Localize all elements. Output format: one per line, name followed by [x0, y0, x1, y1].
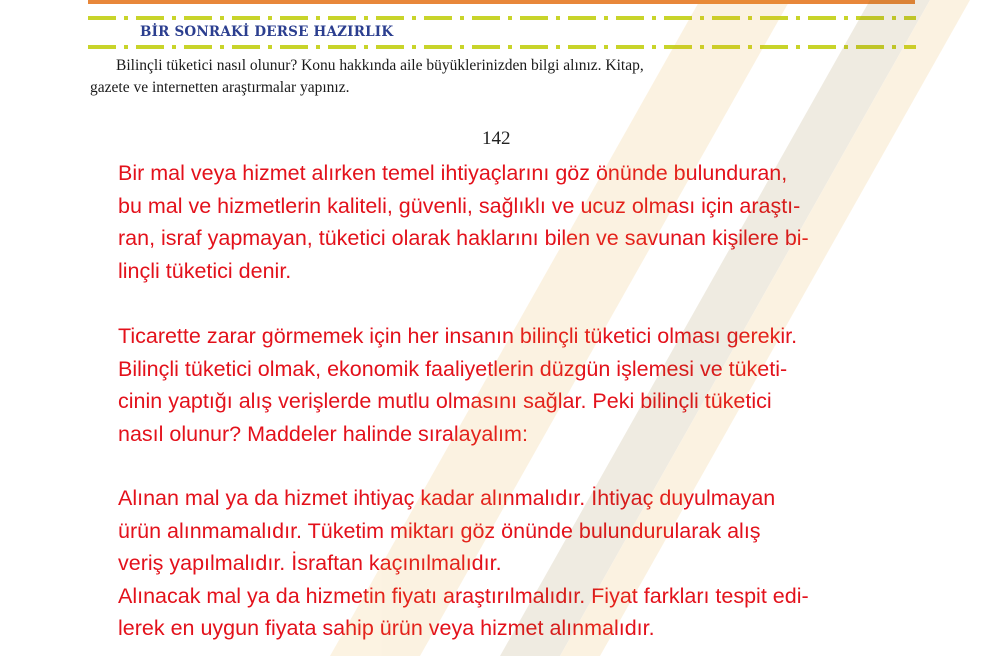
- answer-line: Bilinçli tüketici olmak, ekonomik faaliyetlerin düzgün işlemesi ve tüketi-: [118, 356, 788, 381]
- answer-line: nasıl olunur? Maddeler halinde sıralayalım:: [118, 421, 528, 446]
- instruction-line: Bilinçli tüketici nasıl olunur? Konu hakkında aile büyüklerinizden bilgi alınız. Kitap,: [116, 57, 644, 74]
- answer-paragraph-1: [118, 157, 938, 287]
- answer-paragraph-2: [118, 320, 938, 450]
- answer-paragraph-3: [118, 482, 938, 645]
- page-number: 142: [482, 128, 511, 149]
- answer-line: ürün alınmamalıdır. Tüketim miktarı göz önünde bulundurularak alış: [118, 518, 761, 543]
- answer-line: lerek en uygun fiyata sahip ürün veya hizmet alınmalıdır.: [118, 616, 655, 640]
- answer-line: veriş yapılmalıdır. İsraftan kaçınılmalıdır.: [118, 551, 502, 575]
- answer-line: Bir mal veya hizmet alırken temel ihtiyaçlarını göz önünde bulunduran,: [118, 161, 788, 185]
- book-instructions: [90, 55, 916, 99]
- instruction-line: gazete ve internetten araştırmalar yapınız.: [90, 79, 350, 96]
- section-heading: BİR SONRAKİ DERSE HAZIRLIK: [140, 24, 394, 40]
- answer-line: Alınacak mal ya da hizmetin fiyatı araştırılmalıdır. Fiyat farkları tespit edi-: [118, 583, 809, 608]
- answer-line: Ticarette zarar görmemek için her insanın bilinçli tüketici olması gerekir.: [118, 324, 798, 348]
- answer-line: Alınan mal ya da hizmet ihtiyaç kadar alınmalıdır. İhtiyaç duyulmayan: [118, 486, 776, 510]
- answer-line: ran, israf yapmayan, tüketici olarak haklarını bilen ve savunan kişilere bi-: [118, 226, 809, 250]
- dashed-divider-top: [88, 16, 916, 20]
- answer-line: bu mal ve hizmetlerin kaliteli, güvenli, sağlıklı ve ucuz olması için araştı-: [118, 193, 801, 218]
- dashed-divider-bottom: [88, 45, 916, 49]
- answer-line: linçli tüketici denir.: [118, 258, 292, 283]
- top-orange-bar: [88, 0, 915, 4]
- answer-line: cinin yaptığı alış verişlerde mutlu olmasını sağlar. Peki bilinçli tüketici: [118, 389, 772, 413]
